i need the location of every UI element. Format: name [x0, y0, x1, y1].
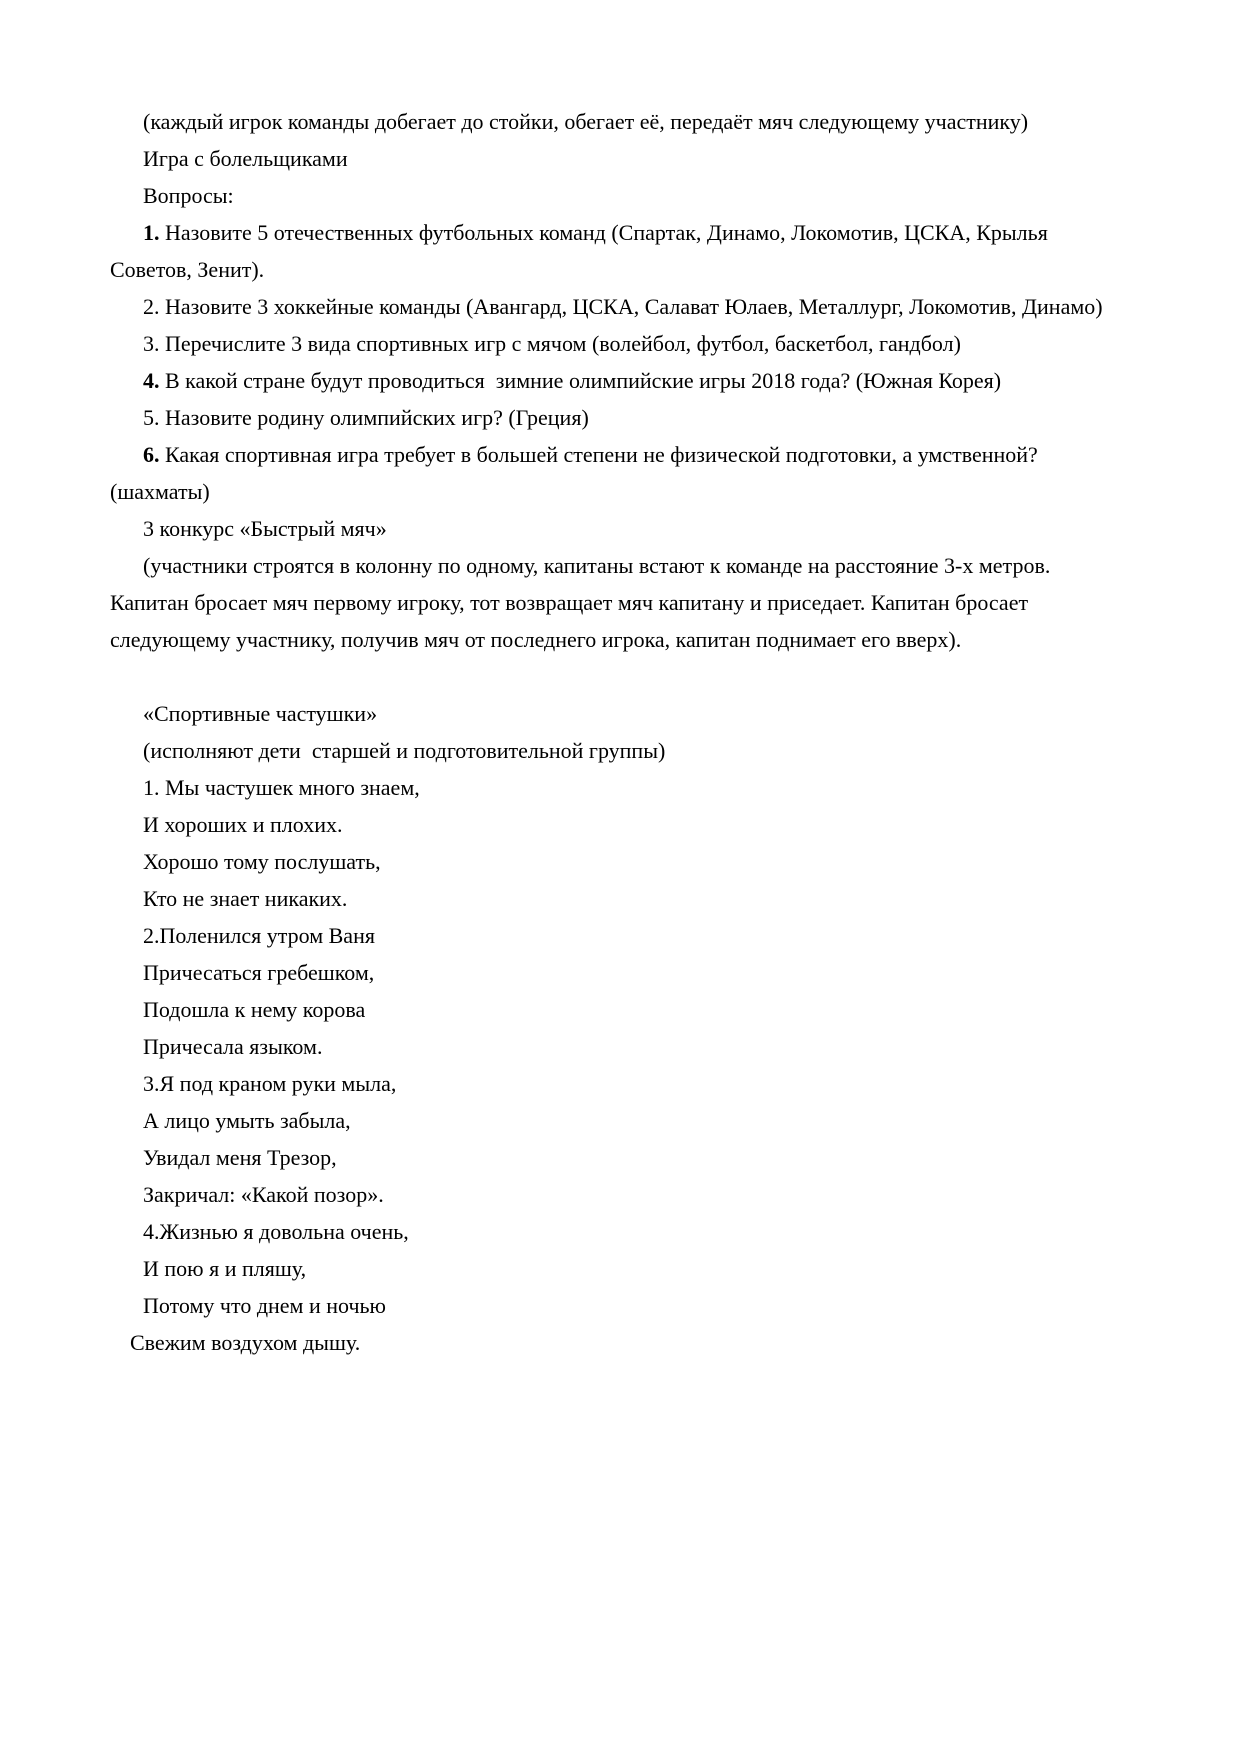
paragraph: И хороших и плохих.: [143, 812, 343, 837]
document-body: [110, 103, 1132, 1361]
paragraph: Хорошо тому послушать,: [143, 849, 381, 874]
paragraph: Вопросы:: [143, 183, 234, 208]
paragraph: Закричал: «Какой позор».: [143, 1182, 384, 1207]
paragraph: 4. В какой стране будут проводиться зимние олимпийские игры 2018 года? (Южная Корея): [143, 368, 1002, 393]
paragraph: Кто не знает никаких.: [143, 886, 348, 911]
paragraph: 3.Я под краном руки мыла,: [143, 1071, 397, 1096]
paragraph: 1. Назовите 5 отечественных футбольных команд (Спартак, Динамо, Локомотив, ЦСКА, Крылья Советов, Зенит).: [110, 220, 1054, 282]
paragraph: (исполняют дети старшей и подготовительной группы): [143, 738, 666, 763]
paragraph: (участники строятся в колонну по одному, капитаны встают к команде на расстояние 3-х метров. Капитан бросает мяч первому игроку, тот возвращает мяч капитану и приседает. Капитан бросает следующему участнику, получив мяч от последнего игрока, капитан поднимает его вверх).: [110, 553, 1056, 652]
paragraph: Подошла к нему корова: [143, 997, 366, 1022]
paragraph: Причесаться гребешком,: [143, 960, 375, 985]
paragraph: 5. Назовите родину олимпийских игр? (Греция): [143, 405, 589, 430]
paragraph: 6. Какая спортивная игра требует в большей степени не физической подготовки, а умственной? (шахматы): [110, 442, 1044, 504]
paragraph: 4.Жизнью я довольна очень,: [143, 1219, 409, 1244]
paragraph: «Спортивные частушки»: [143, 701, 378, 726]
paragraph: Увидал меня Трезор,: [143, 1145, 337, 1170]
paragraph: 2. Назовите 3 хоккейные команды (Авангард, ЦСКА, Салават Юлаев, Металлург, Локомотив, Динамо): [143, 294, 1103, 319]
paragraph: И пою я и пляшу,: [143, 1256, 307, 1281]
paragraph: Игра с болельщиками: [143, 146, 348, 171]
paragraph-number: 4.: [143, 368, 160, 393]
paragraph: Причесала языком.: [143, 1034, 323, 1059]
paragraph-number: 1.: [143, 220, 160, 245]
paragraph: Свежим воздухом дышу.: [130, 1330, 361, 1355]
paragraph: 1. Мы частушек много знаем,: [143, 775, 420, 800]
paragraph: (каждый игрок команды добегает до стойки, обегает её, передаёт мяч следующему участнику): [143, 109, 1029, 134]
paragraph: Потому что днем и ночью: [143, 1293, 386, 1318]
paragraph: 3. Перечислите 3 вида спортивных игр с мячом (волейбол, футбол, баскетбол, гандбол): [143, 331, 961, 356]
paragraph: 3 конкурс «Быстрый мяч»: [143, 516, 387, 541]
paragraph: 2.Поленился утром Ваня: [143, 923, 375, 948]
paragraph: А лицо умыть забыла,: [143, 1108, 351, 1133]
paragraph-number: 6.: [143, 442, 160, 467]
